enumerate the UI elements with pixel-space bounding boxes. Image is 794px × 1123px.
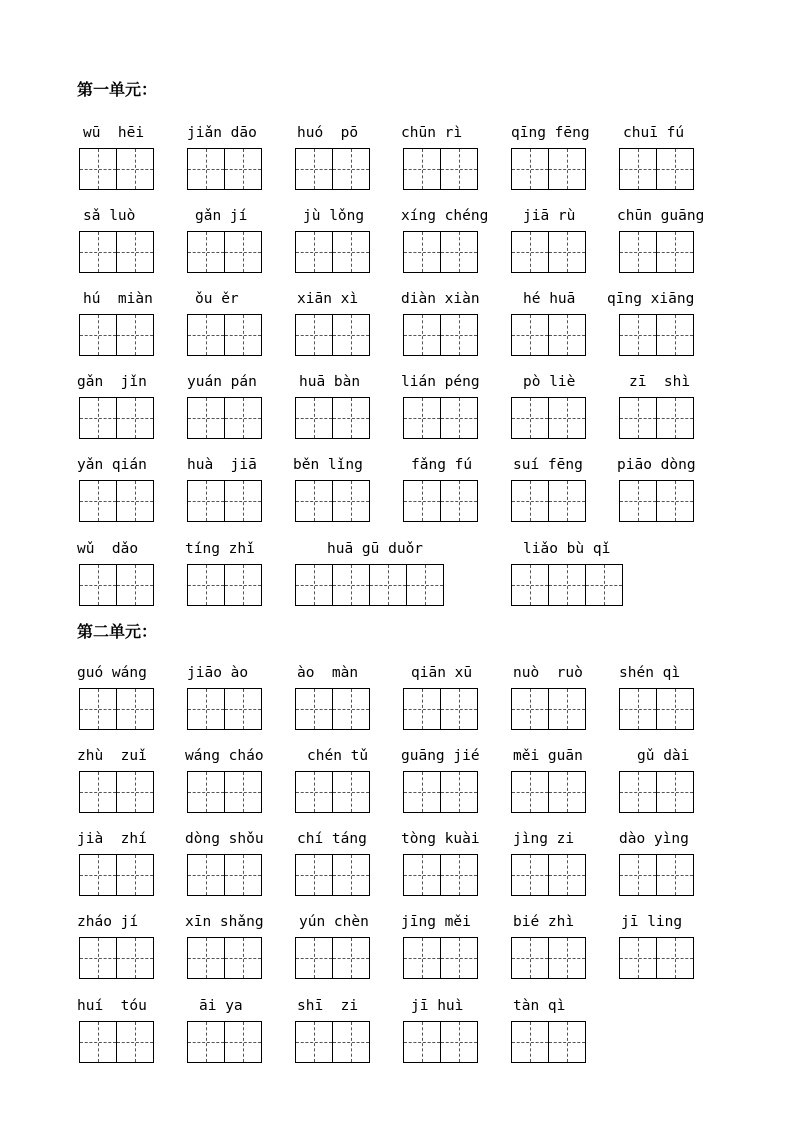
pinyin-label: jià zhí [77, 831, 147, 847]
tianzige-boxes [619, 148, 693, 190]
writing-cell[interactable] [332, 771, 370, 813]
tianzige-boxes [187, 771, 261, 813]
writing-cell[interactable] [403, 231, 441, 273]
pinyin-label: wǔ dǎo [77, 541, 139, 557]
pinyin-label: suí fēng [513, 457, 583, 473]
writing-cell[interactable] [619, 148, 657, 190]
tianzige-boxes [511, 854, 585, 896]
tianzige-boxes [295, 688, 369, 730]
writing-cell[interactable] [295, 854, 333, 896]
tianzige-boxes [511, 1021, 585, 1063]
writing-cell[interactable] [403, 688, 441, 730]
writing-cell[interactable] [332, 480, 370, 522]
tianzige-boxes [187, 564, 261, 606]
writing-cell[interactable] [224, 1021, 262, 1063]
tianzige-boxes [187, 314, 261, 356]
pinyin-label: xīn shǎng [185, 914, 264, 930]
writing-cell[interactable] [656, 937, 694, 979]
writing-cell[interactable] [548, 148, 586, 190]
pinyin-label: hé huā [523, 291, 576, 307]
writing-cell[interactable] [224, 314, 262, 356]
tianzige-boxes [403, 148, 477, 190]
writing-cell[interactable] [332, 564, 370, 606]
pinyin-label: chén tǔ [307, 748, 369, 764]
pinyin-label: sǎ luò [83, 208, 136, 224]
writing-cell[interactable] [511, 314, 549, 356]
writing-cell[interactable] [619, 937, 657, 979]
writing-cell[interactable] [295, 937, 333, 979]
writing-cell[interactable] [79, 397, 117, 439]
pinyin-label: diàn xiàn [401, 291, 480, 307]
writing-cell[interactable] [116, 314, 154, 356]
writing-cell[interactable] [332, 937, 370, 979]
writing-cell[interactable] [116, 480, 154, 522]
writing-cell[interactable] [332, 314, 370, 356]
writing-cell[interactable] [79, 854, 117, 896]
pinyin-label: yǎn qián [77, 457, 147, 473]
pinyin-label: jiāo ào [187, 665, 249, 681]
writing-cell[interactable] [511, 688, 549, 730]
writing-cell[interactable] [116, 1021, 154, 1063]
tianzige-boxes [187, 148, 261, 190]
writing-cell[interactable] [440, 854, 478, 896]
tianzige-boxes [619, 937, 693, 979]
pinyin-label: āi ya [199, 998, 243, 1014]
writing-cell[interactable] [440, 688, 478, 730]
writing-cell[interactable] [332, 1021, 370, 1063]
writing-cell[interactable] [332, 397, 370, 439]
tianzige-boxes [187, 480, 261, 522]
pinyin-label: jiǎn dāo [187, 125, 257, 141]
writing-cell[interactable] [224, 397, 262, 439]
pinyin-label: qīng fēng [511, 125, 590, 141]
writing-cell[interactable] [332, 688, 370, 730]
writing-cell[interactable] [619, 771, 657, 813]
tianzige-boxes [295, 771, 369, 813]
tianzige-boxes [187, 397, 261, 439]
pinyin-label: nuò ruò [513, 665, 583, 681]
tianzige-boxes [79, 688, 153, 730]
writing-cell[interactable] [187, 771, 225, 813]
writing-cell[interactable] [224, 231, 262, 273]
pinyin-label: jī huì [411, 998, 464, 1014]
tianzige-boxes [619, 314, 693, 356]
tianzige-boxes [511, 480, 585, 522]
pinyin-label: jù lǒng [303, 208, 365, 224]
tianzige-boxes [79, 564, 153, 606]
writing-cell[interactable] [79, 688, 117, 730]
writing-cell[interactable] [116, 231, 154, 273]
tianzige-boxes [79, 231, 153, 273]
pinyin-label: běn lǐng [293, 457, 363, 473]
tianzige-boxes [295, 397, 369, 439]
writing-cell[interactable] [619, 480, 657, 522]
tianzige-boxes [295, 564, 443, 606]
writing-cell[interactable] [403, 314, 441, 356]
writing-cell[interactable] [548, 1021, 586, 1063]
pinyin-label: qiān xū [411, 665, 473, 681]
writing-cell[interactable] [548, 480, 586, 522]
writing-cell[interactable] [187, 1021, 225, 1063]
tianzige-boxes [187, 937, 261, 979]
pinyin-label: ào màn [297, 665, 359, 681]
writing-cell[interactable] [619, 688, 657, 730]
writing-cell[interactable] [295, 688, 333, 730]
pinyin-label: chuī fú [623, 125, 685, 141]
writing-cell[interactable] [295, 564, 333, 606]
pinyin-label: gǔ dài [637, 748, 690, 764]
pinyin-label: huà jiā [187, 457, 257, 473]
pinyin-label: zhù zuǐ [77, 748, 147, 764]
pinyin-label: tíng zhǐ [185, 541, 255, 557]
tianzige-boxes [619, 397, 693, 439]
writing-cell[interactable] [187, 314, 225, 356]
writing-cell[interactable] [440, 397, 478, 439]
writing-cell[interactable] [79, 564, 117, 606]
writing-cell[interactable] [619, 854, 657, 896]
writing-cell[interactable] [511, 480, 549, 522]
writing-cell[interactable] [511, 771, 549, 813]
tianzige-boxes [403, 688, 477, 730]
writing-cell[interactable] [187, 231, 225, 273]
tianzige-boxes [295, 1021, 369, 1063]
writing-cell[interactable] [406, 564, 444, 606]
pinyin-label: huā gū duǒr [327, 541, 424, 557]
pinyin-label: shī zi [297, 998, 359, 1014]
pinyin-label: dào yìng [619, 831, 689, 847]
writing-cell[interactable] [224, 480, 262, 522]
tianzige-boxes [619, 854, 693, 896]
writing-cell[interactable] [656, 397, 694, 439]
tianzige-boxes [187, 231, 261, 273]
writing-cell[interactable] [332, 148, 370, 190]
writing-cell[interactable] [403, 148, 441, 190]
tianzige-boxes [79, 148, 153, 190]
pinyin-label: xiān xì [297, 291, 359, 307]
tianzige-boxes [619, 771, 693, 813]
writing-cell[interactable] [511, 231, 549, 273]
tianzige-boxes [403, 771, 477, 813]
writing-cell[interactable] [295, 231, 333, 273]
writing-cell[interactable] [224, 854, 262, 896]
pinyin-label: qīng xiāng [607, 291, 695, 307]
pinyin-label: guāng jié [401, 748, 480, 764]
writing-cell[interactable] [440, 148, 478, 190]
pinyin-label: chí táng [297, 831, 367, 847]
pinyin-label: wū hēi [83, 125, 145, 141]
tianzige-boxes [295, 231, 369, 273]
tianzige-boxes [187, 688, 261, 730]
writing-cell[interactable] [511, 937, 549, 979]
writing-cell[interactable] [224, 937, 262, 979]
tianzige-boxes [619, 480, 693, 522]
tianzige-boxes [79, 854, 153, 896]
pinyin-label: piāo dòng [617, 457, 696, 473]
writing-cell[interactable] [224, 148, 262, 190]
writing-cell[interactable] [548, 231, 586, 273]
pinyin-label: zī shì [629, 374, 691, 390]
pinyin-label: liǎo bù qǐ [523, 541, 611, 557]
writing-cell[interactable] [548, 854, 586, 896]
writing-cell[interactable] [79, 314, 117, 356]
writing-cell[interactable] [619, 397, 657, 439]
writing-cell[interactable] [79, 231, 117, 273]
writing-cell[interactable] [224, 771, 262, 813]
writing-cell[interactable] [224, 688, 262, 730]
writing-cell[interactable] [511, 564, 549, 606]
writing-cell[interactable] [187, 937, 225, 979]
writing-cell[interactable] [116, 937, 154, 979]
writing-cell[interactable] [511, 1021, 549, 1063]
tianzige-boxes [403, 1021, 477, 1063]
tianzige-boxes [619, 688, 693, 730]
writing-cell[interactable] [619, 314, 657, 356]
writing-cell[interactable] [295, 314, 333, 356]
tianzige-boxes [511, 231, 585, 273]
tianzige-boxes [79, 937, 153, 979]
pinyin-label: jiā rù [523, 208, 576, 224]
pinyin-label: guó wáng [77, 665, 147, 681]
pinyin-label: yún chèn [299, 914, 369, 930]
writing-cell[interactable] [116, 564, 154, 606]
pinyin-label: huó pō [297, 125, 359, 141]
writing-cell[interactable] [332, 854, 370, 896]
writing-cell[interactable] [440, 937, 478, 979]
pinyin-label: shén qì [619, 665, 681, 681]
writing-cell[interactable] [116, 688, 154, 730]
tianzige-boxes [511, 937, 585, 979]
writing-cell[interactable] [440, 480, 478, 522]
writing-cell[interactable] [295, 480, 333, 522]
writing-cell[interactable] [369, 564, 407, 606]
writing-cell[interactable] [116, 771, 154, 813]
pinyin-label: bié zhì [513, 914, 575, 930]
writing-cell[interactable] [79, 771, 117, 813]
writing-cell[interactable] [548, 771, 586, 813]
pinyin-label: gǎn jǐn [77, 374, 147, 390]
writing-cell[interactable] [187, 480, 225, 522]
writing-cell[interactable] [116, 148, 154, 190]
pinyin-label: zháo jí [77, 914, 139, 930]
writing-cell[interactable] [403, 1021, 441, 1063]
tianzige-boxes [511, 148, 585, 190]
pinyin-label: jìng zi [513, 831, 575, 847]
tianzige-boxes [511, 397, 585, 439]
writing-cell[interactable] [548, 688, 586, 730]
pinyin-label: xíng chéng [401, 208, 489, 224]
writing-cell[interactable] [187, 688, 225, 730]
tianzige-boxes [295, 480, 369, 522]
tianzige-boxes [511, 688, 585, 730]
tianzige-boxes [79, 1021, 153, 1063]
writing-cell[interactable] [656, 314, 694, 356]
tianzige-boxes [79, 480, 153, 522]
writing-cell[interactable] [403, 854, 441, 896]
tianzige-boxes [295, 854, 369, 896]
tianzige-boxes [79, 397, 153, 439]
pinyin-label: huí tóu [77, 998, 147, 1014]
tianzige-boxes [403, 314, 477, 356]
writing-cell[interactable] [656, 231, 694, 273]
pinyin-label: hú miàn [83, 291, 153, 307]
tianzige-boxes [79, 771, 153, 813]
pinyin-label: jī ling [621, 914, 683, 930]
writing-cell[interactable] [440, 314, 478, 356]
tianzige-boxes [295, 148, 369, 190]
tianzige-boxes [619, 231, 693, 273]
writing-cell[interactable] [440, 231, 478, 273]
pinyin-label: jīng měi [401, 914, 471, 930]
writing-cell[interactable] [511, 148, 549, 190]
writing-cell[interactable] [585, 564, 623, 606]
writing-cell[interactable] [187, 854, 225, 896]
pinyin-label: měi guān [513, 748, 583, 764]
writing-cell[interactable] [295, 148, 333, 190]
writing-cell[interactable] [187, 148, 225, 190]
tianzige-boxes [403, 937, 477, 979]
writing-cell[interactable] [295, 1021, 333, 1063]
tianzige-boxes [403, 397, 477, 439]
pinyin-label: pò liè [523, 374, 576, 390]
writing-cell[interactable] [295, 771, 333, 813]
tianzige-boxes [295, 314, 369, 356]
writing-cell[interactable] [548, 314, 586, 356]
tianzige-boxes [187, 1021, 261, 1063]
tianzige-boxes [511, 564, 622, 606]
tianzige-boxes [187, 854, 261, 896]
writing-cell[interactable] [403, 771, 441, 813]
writing-cell[interactable] [403, 397, 441, 439]
tianzige-boxes [511, 314, 585, 356]
writing-cell[interactable] [656, 771, 694, 813]
pinyin-label: huā bàn [299, 374, 361, 390]
writing-cell[interactable] [79, 937, 117, 979]
writing-cell[interactable] [224, 564, 262, 606]
writing-cell[interactable] [440, 1021, 478, 1063]
writing-cell[interactable] [511, 854, 549, 896]
pinyin-label: chūn guāng [617, 208, 705, 224]
writing-cell[interactable] [440, 771, 478, 813]
writing-cell[interactable] [548, 397, 586, 439]
writing-cell[interactable] [295, 397, 333, 439]
writing-cell[interactable] [403, 480, 441, 522]
tianzige-boxes [79, 314, 153, 356]
pinyin-label: yuán pán [187, 374, 257, 390]
writing-cell[interactable] [548, 937, 586, 979]
writing-cell[interactable] [656, 854, 694, 896]
writing-cell[interactable] [511, 397, 549, 439]
pinyin-label: lián péng [401, 374, 480, 390]
writing-cell[interactable] [79, 148, 117, 190]
pinyin-label: tòng kuài [401, 831, 480, 847]
writing-cell[interactable] [332, 231, 370, 273]
writing-cell[interactable] [116, 854, 154, 896]
pinyin-label: fǎng fú [411, 457, 473, 473]
writing-cell[interactable] [403, 937, 441, 979]
writing-cell[interactable] [187, 397, 225, 439]
writing-cell[interactable] [656, 148, 694, 190]
pinyin-label: chūn rì [401, 125, 463, 141]
unit-title: 第二单元： [77, 622, 158, 641]
pinyin-label: gǎn jí [195, 208, 248, 224]
tianzige-boxes [295, 937, 369, 979]
writing-cell[interactable] [187, 564, 225, 606]
writing-cell[interactable] [79, 480, 117, 522]
writing-cell[interactable] [116, 397, 154, 439]
tianzige-boxes [403, 231, 477, 273]
writing-cell[interactable] [548, 564, 586, 606]
writing-cell[interactable] [619, 231, 657, 273]
unit-title: 第一单元： [77, 80, 158, 99]
writing-cell[interactable] [656, 480, 694, 522]
writing-cell[interactable] [656, 688, 694, 730]
pinyin-label: wáng cháo [185, 748, 264, 764]
pinyin-label: dòng shǒu [185, 831, 264, 847]
tianzige-boxes [403, 480, 477, 522]
pinyin-label: tàn qì [513, 998, 566, 1014]
writing-cell[interactable] [79, 1021, 117, 1063]
tianzige-boxes [403, 854, 477, 896]
tianzige-boxes [511, 771, 585, 813]
pinyin-label: ǒu ěr [195, 291, 239, 307]
